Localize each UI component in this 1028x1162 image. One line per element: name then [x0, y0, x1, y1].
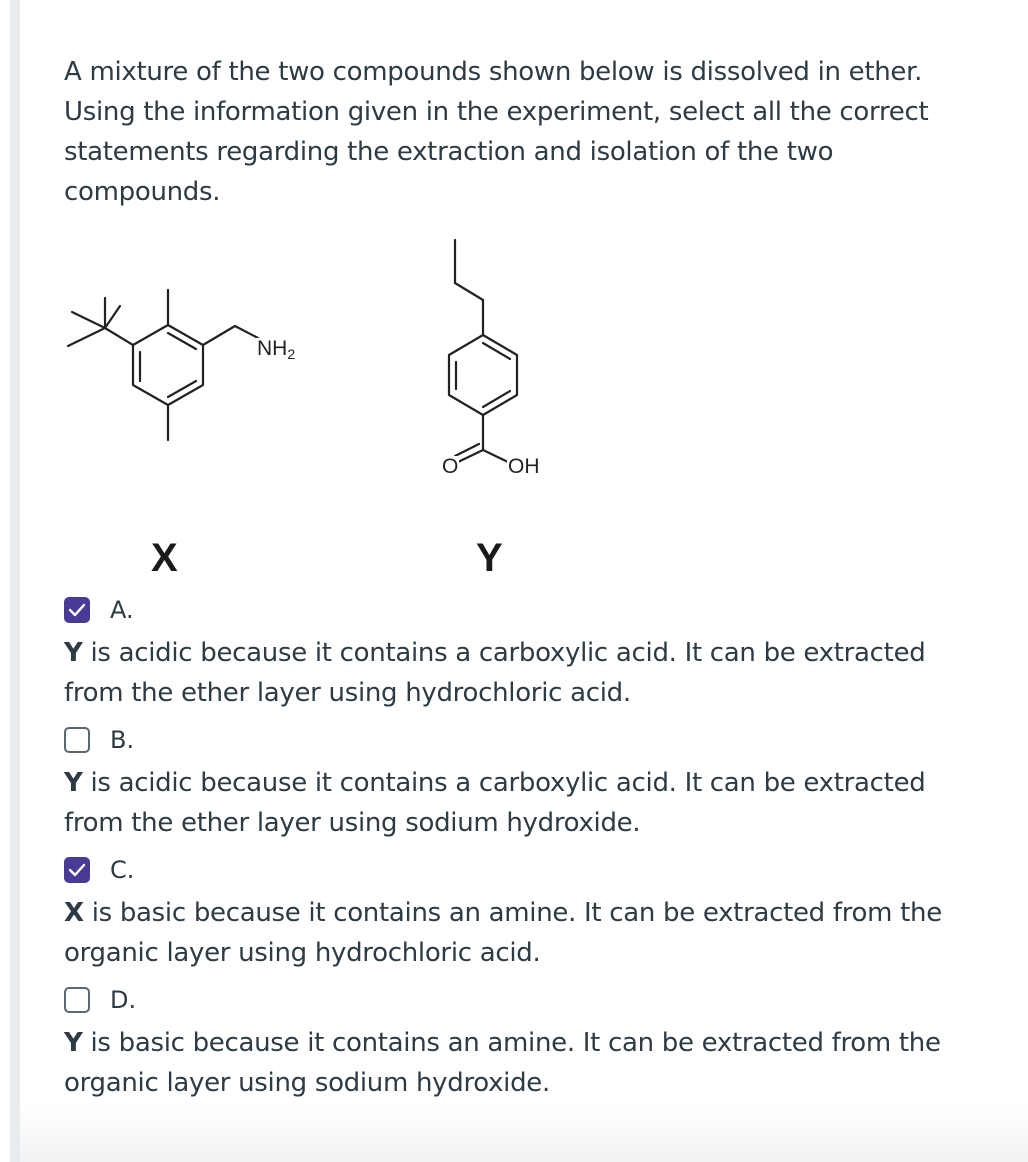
option-c-checkbox[interactable]: [64, 857, 90, 883]
option-b-checkbox[interactable]: [64, 727, 90, 753]
option-c[interactable]: [64, 855, 974, 973]
option-letter: C.: [110, 856, 135, 884]
option-text: Y is acidic because it contains a carboxylic acid. It can be extracted from the ether layer using sodium hydroxide.: [64, 768, 926, 838]
oh-atom-label: OH: [508, 455, 540, 478]
option-d[interactable]: [64, 985, 974, 1103]
bottom-fade: [20, 1105, 1028, 1162]
nh2-atom-label: $NH_2$: [257, 337, 296, 362]
checkmark-icon: [68, 603, 86, 617]
option-a[interactable]: [64, 595, 974, 713]
option-text: X is basic because it contains an amine. It can be extracted from the organic layer using hydrochloric acid.: [64, 898, 942, 968]
option-text: Y is basic because it contains an amine. It can be extracted from the organic layer using sodium hydroxide.: [64, 1028, 941, 1098]
option-d-checkbox[interactable]: [64, 987, 90, 1013]
option-b[interactable]: [64, 725, 974, 843]
compound-x-label: X: [151, 536, 178, 580]
compound-y-structure: [449, 240, 517, 462]
compound-y-label: Y: [476, 536, 503, 580]
option-a-checkbox[interactable]: [64, 597, 90, 623]
option-letter: A.: [110, 596, 134, 624]
option-letter: D.: [110, 986, 137, 1014]
question-prompt: A mixture of the two compounds shown below is dissolved in ether. Using the information given in the experiment, select all the correct statements regarding the extraction and isolation of the two compounds.: [64, 57, 929, 207]
checkmark-icon: [68, 863, 86, 877]
left-border-bar: [10, 0, 20, 1162]
oxygen-atom-label: O: [442, 455, 459, 478]
option-text: Y is acidic because it contains a carboxylic acid. It can be extracted from the ether layer using hydrochloric acid.: [64, 638, 926, 708]
compound-x-structure: [68, 290, 258, 440]
option-letter: B.: [110, 726, 135, 754]
